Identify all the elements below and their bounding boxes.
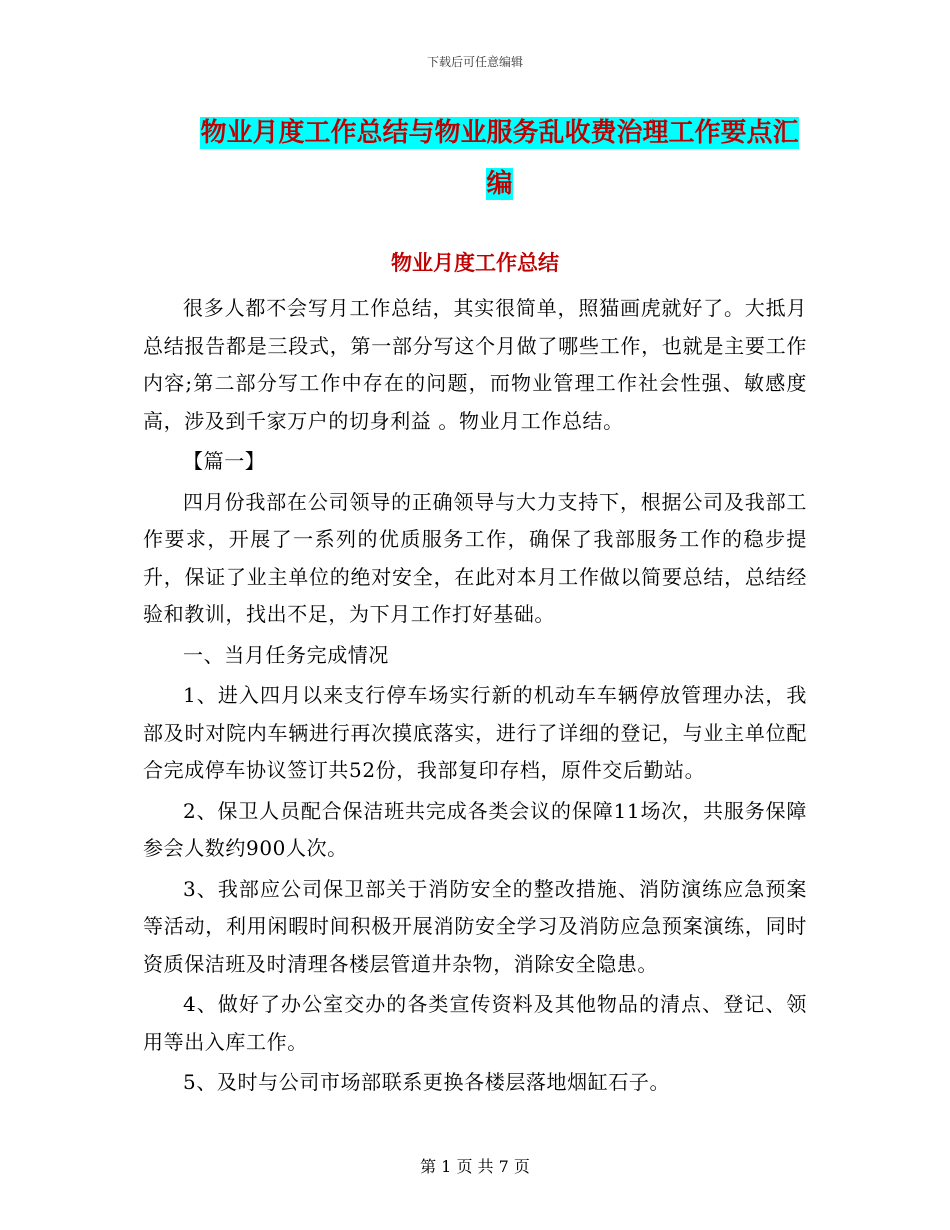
paragraph-heading-tasks: 一、当月任务完成情况 bbox=[183, 642, 389, 667]
document-body bbox=[143, 290, 807, 1102]
paragraph-part-label: 【篇一】 bbox=[183, 449, 266, 473]
paragraph-item-3: 3、我部应公司保卫部关于消防安全的整改措施、消防演练应急预案等活动，利用闲暇时间积极开展消防安全学习及消防应急预案演练，同时资质保洁班及时清理各楼层管道井杂物，消除安全隐患。 bbox=[143, 876, 807, 976]
page-footer: 第 1 页 共 7 页 bbox=[420, 1157, 530, 1176]
paragraph-item-4: 4、做好了办公室交办的各类宣传资料及其他物品的清点、登记、领用等出入库工作。 bbox=[143, 992, 807, 1054]
document-title-text: 物业月度工作总结与物业服务乱收费治理工作要点汇编 bbox=[200, 118, 799, 199]
paragraph-april-summary: 四月份我部在公司领导的正确领导与大力支持下，根据公司及我部工作要求，开展了一系列的优质服务工作，确保了我部服务工作的稳步提升，保证了业主单位的绝对安全，在此对本月工作做以简要总结，总结经验和教训，找出不足，为下月工作打好基础。 bbox=[143, 489, 807, 626]
section-title: 物业月度工作总结 bbox=[391, 251, 559, 275]
paragraph-item-5: 5、及时与公司市场部联系更换各楼层落地烟缸石子。 bbox=[183, 1070, 671, 1094]
document-title bbox=[192, 108, 807, 210]
paragraph-item-1: 1、进入四月以来支行停车场实行新的机动车车辆停放管理办法，我部及时对院内车辆进行再次摸底落实，进行了详细的登记，与业主单位配合完成停车协议签订共52份，我部复印存档，原件交后勤站。 bbox=[143, 683, 807, 782]
paragraph-item-2: 2、保卫人员配合保洁班共完成各类会议的保障11场次，共服务保障参会人数约900人次。 bbox=[143, 798, 807, 860]
header-note: 下载后可任意编辑 bbox=[426, 55, 523, 69]
paragraph-intro: 很多人都不会写月工作总结，其实很简单，照猫画虎就好了。大抵月总结报告都是三段式，第一部分写这个月做了哪些工作，也就是主要工作内容;第二部分写工作中存在的问题，而物业管理工作社会性强、敏感度高，涉及到千家万户的切身利益 。物业月工作总结。 bbox=[143, 296, 808, 433]
